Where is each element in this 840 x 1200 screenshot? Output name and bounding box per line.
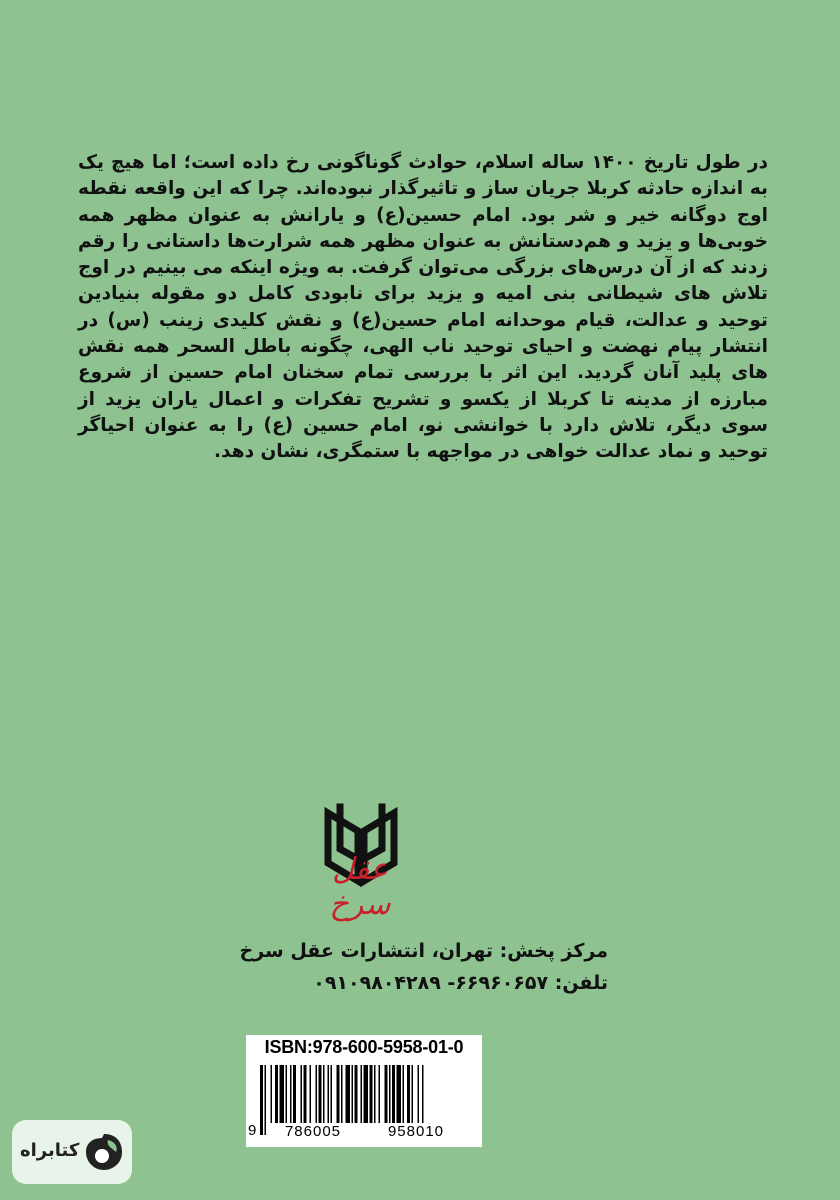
barcode-digits-left: 786005 [270, 1123, 356, 1140]
barcode [246, 1035, 482, 1147]
publisher-logo-text: عقل سرخ [329, 852, 391, 922]
publisher-contact [240, 935, 608, 999]
isbn-label: ISBN:978-600-5958-01-0 [264, 1037, 464, 1057]
leaf-icon [82, 1130, 126, 1174]
distribution-line: مرکز پخش: تهران، انتشارات عقل سرخ [239, 940, 608, 962]
phone-numbers: ۶۶۹۶۰۶۵۷- ۰۹۱۰۹۸۰۴۲۸۹ [313, 972, 549, 994]
back-cover-blurb: در طول تاریخ ۱۴۰۰ ساله اسلام، حوادث گوناگونی رخ داده است؛ اما هیچ یک به اندازه حادثه کربلا جریان ساز و تاثیرگذار نبوده‌اند. چرا که این واقعه نقطه اوج دوگانه خیر و شر بود. امام حسین(ع) و یارانش به عنوان مظهر همه خوبی‌ها و یزید و هم‌دستانش به عنوان مظهر همه شرارت‌ها داستانی را رقم زدند که از آن درس‌های بزرگی می‌توان گرفت. به ویژه اینکه می بینیم در اوج تلاش های شیطانی بنی امیه و یزید برای نابودی کامل دو مقوله بنیادین توحید و عدالت، قیام موحدانه امام حسین(ع) و نقش کلیدی زینب (س) در انتشار پیام نهضت و احیای توحید ناب الهی، چگونه باطل السحر همه نقش های پلید آنان گردید. این اثر با بررسی تمام سخنان امام حسین از شروع مبارزه از مدینه تا کربلا از یکسو و تشریح تفکرات و اعمال یاران یزید از سوی دیگر، تلاش دارد با خوانشی نو، امام حسین (ع) را به عنوان احیاگر توحید و نماد عدالت خواهی در مواجهه با ستمگری، نشان دهد. [78, 152, 768, 463]
phone-line [240, 967, 608, 999]
barcode-digits-right: 958010 [370, 1123, 462, 1140]
watermark-text: کتابراه [20, 1140, 80, 1161]
barcode-digit-first: 9 [248, 1122, 257, 1139]
phone-label: تلفن: [554, 972, 608, 994]
ketabrah-watermark [12, 1120, 132, 1184]
